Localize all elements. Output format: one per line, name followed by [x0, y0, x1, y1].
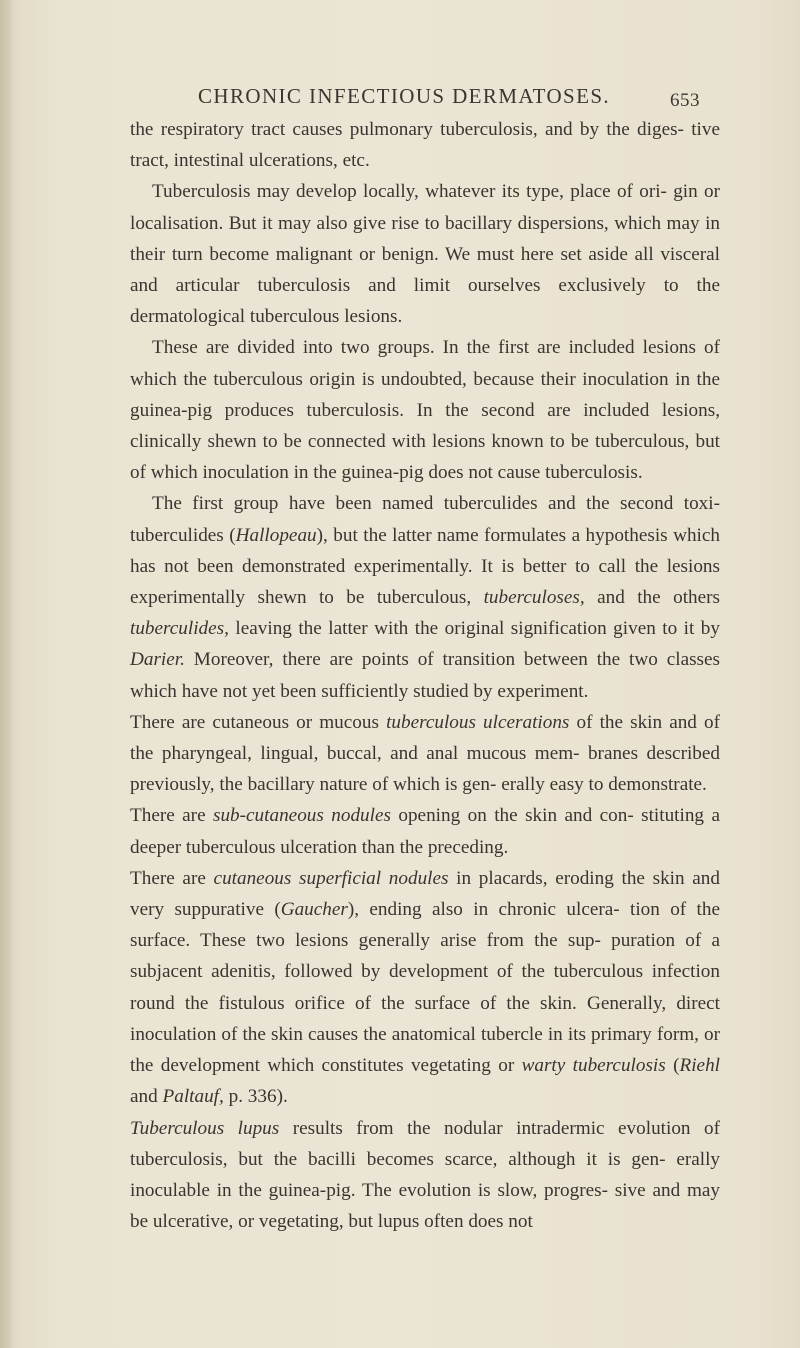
- paragraph: [130, 332, 720, 488]
- text-run: Moreover, there are points of transition between the two classes which have not yet been sufficiently studied by experiment.: [130, 649, 720, 702]
- text-run: These are divided into two groups. In the first are included lesions of which the tuberculous origin is undoubted, because their inoculation in the guinea-pig produces tuberculosis. In the second are included lesions, clinically shewn to be connected with lesions known to be tuberculous, but of which inoculation in the guinea-pig does not cause tuberculosis.: [130, 337, 720, 484]
- paragraph: [130, 114, 720, 176]
- italic-term: Gaucher: [280, 899, 348, 921]
- italic-term: Paltauf,: [162, 1086, 224, 1108]
- paragraph: [130, 707, 720, 801]
- italic-term: Tuberculous lupus: [130, 1117, 280, 1139]
- text-run: opening on the skin and con- stituting a deeper tuberculous ulceration than the preceding.: [130, 805, 720, 858]
- binding-shadow: [0, 0, 14, 1348]
- text-run: ), ending also in chronic ulcera- tion of the surface. These two lesions generally arise from the sup- puration of a subjacent adenitis, followed by development of the tuberculous infection round the fistulous orifice of the surface of the skin. Generally, direct inoculation of the skin causes the anatomical tubercle in its primary form, or the development which constitutes vegetating or: [130, 899, 720, 1077]
- italic-term: Darier.: [130, 649, 185, 671]
- italic-term: cutaneous superficial nodules: [213, 867, 449, 889]
- page-number: 653: [670, 90, 700, 111]
- text-run: leaving the latter with the original signification given to it by: [228, 618, 720, 640]
- paragraph: [130, 176, 720, 332]
- italic-term: Riehl: [679, 1055, 720, 1077]
- italic-term: Hallopeau: [235, 524, 317, 546]
- paragraph: [130, 1113, 720, 1238]
- text-run: results from the nodular intradermic evolution of tuberculosis, but the bacilli becomes scarce, although it is gen- erally inoculable in the guinea-pig. The evolution is slow, progres- sive and may be ulcerative, or vegetating, but lupus often does not: [130, 1117, 720, 1233]
- text-run: The first group have been named tuberculides and the second toxi-tuberculides (: [130, 493, 720, 546]
- text-run: p. 336).: [223, 1086, 288, 1108]
- paragraph: [130, 488, 720, 706]
- text-run: the respiratory tract causes pulmonary tuberculosis, and by the diges- tive tract, intestinal ulcerations, etc.: [130, 119, 720, 172]
- running-head-title: CHRONIC INFECTIOUS DERMATOSES.: [198, 84, 611, 108]
- text-run: ), but the latter name formulates a hypothesis which has not been demonstrated experimentally. It is better to call the lesions experimentally shewn to be tuberculous,: [130, 524, 720, 609]
- text-run: There are: [130, 805, 213, 827]
- text-run: Tuberculosis may develop locally, whatever its type, place of ori- gin or localisation. But it may also give rise to bacillary dispersions, which may in their turn become malignant or benign. We must here set aside all visceral and articular tuberculosis and limit ourselves exclusively to the dermatological tuberculous lesions.: [130, 181, 720, 328]
- text-run: (: [665, 1055, 680, 1077]
- italic-term: tuberculoses,: [483, 587, 585, 609]
- italic-term: tuberculous ulcerations: [386, 711, 570, 733]
- body-text: [130, 114, 720, 1237]
- running-head: [198, 84, 718, 109]
- text-run: and the others: [584, 587, 720, 609]
- text-run: There are cutaneous or mucous: [130, 711, 387, 733]
- italic-term: sub-cutaneous nodules: [213, 805, 391, 827]
- text-run: and: [130, 1086, 163, 1108]
- italic-term: tuberculides,: [130, 618, 229, 640]
- text-run: in placards, eroding the skin and very suppurative (: [130, 867, 720, 921]
- paragraph: [130, 863, 720, 1113]
- paragraph: [130, 800, 720, 862]
- text-run: There are: [130, 867, 214, 889]
- italic-term: warty tuberculosis: [521, 1055, 666, 1077]
- text-run: of the skin and of the pharyngeal, lingual, buccal, and anal mucous mem- branes described previously, the bacillary nature of which is gen- erally easy to demonstrate.: [130, 711, 720, 796]
